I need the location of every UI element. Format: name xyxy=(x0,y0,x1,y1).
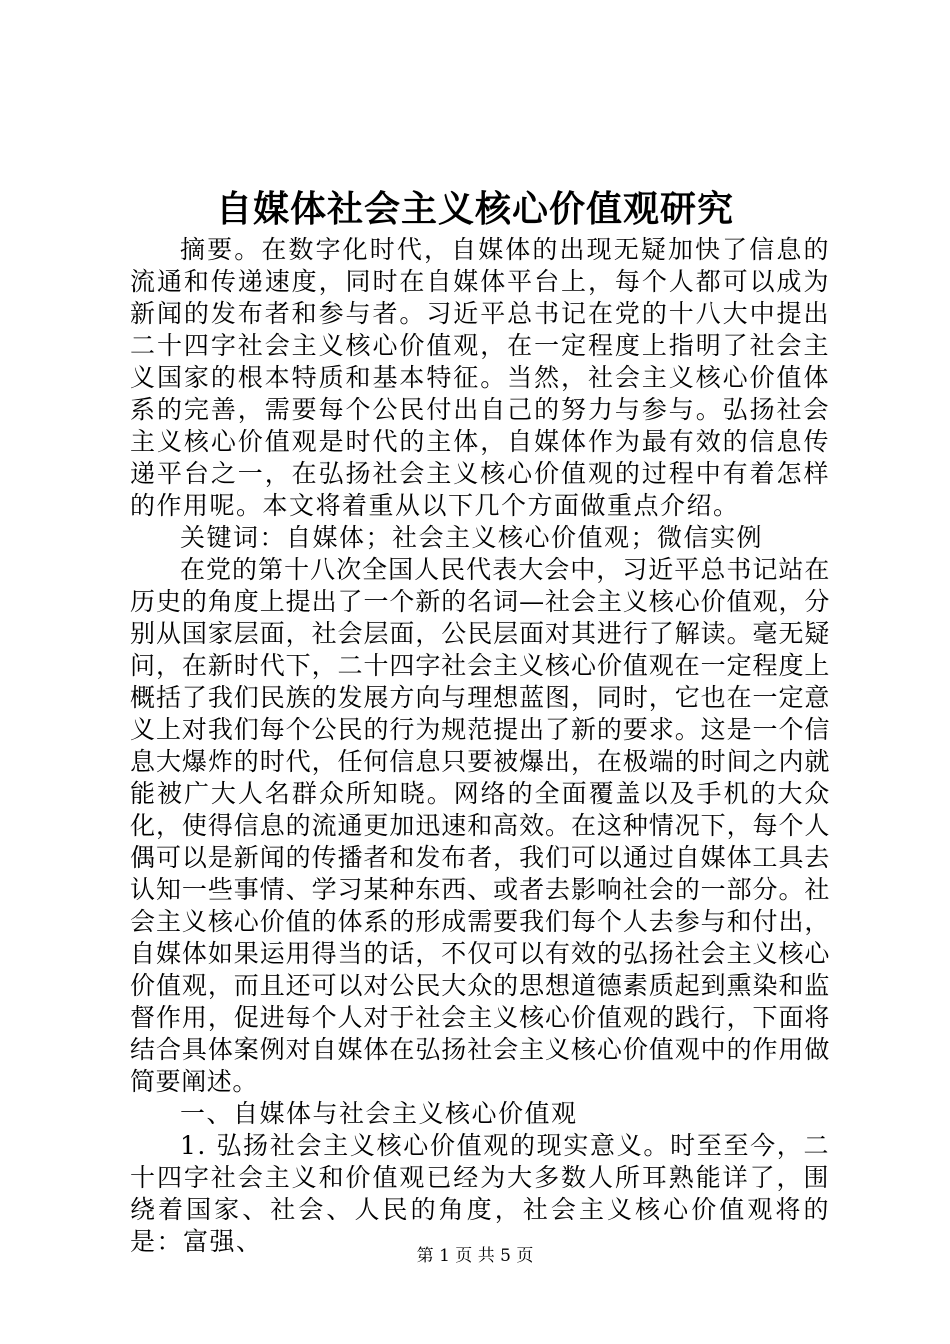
intro-paragraph: 在党的第十八次全国人民代表大会中，习近平总书记站在历史的角度上提出了一个新的名词—社会主义核心价值观，分别从国家层面，社会层面，公民层面对其进行了解读。毫无疑问，在新时代下，二十四字社会主义核心价值观在一定程度上概括了我们民族的发展方向与理想蓝图，同时，它也在一定意义上对我们每个公民的行为规范提出了新的要求。这是一个信息大爆炸的时代，任何信息只要被爆出，在极端的时间之内就能被广大人名群众所知晓。网络的全面覆盖以及手机的大众化，使得信息的流通更加迅速和高效。在这种情况下，每个人偶可以是新闻的传播者和发布者，我们可以通过自媒体工具去认知一些事情、学习某种东西、或者去影响社会的一部分。社会主义核心价值的体系的形成需要我们每个人去参与和付出，自媒体如果运用得当的话，不仅可以有效的弘扬社会主义核心价值观，而且还可以对公民大众的思想道德素质起到熏染和监督作用，促进每个人对于社会主义核心价值观的践行，下面将结合具体案例对自媒体在弘扬社会主义核心价值观中的作用做简要阐述。 xyxy=(130,555,830,1096)
section-paragraph: 1. 弘扬社会主义核心价值观的现实意义。时至至今，二十四字社会主义和价值观已经为大多数人所耳熟能详了，围绕着国家、社会、人民的角度，社会主义核心价值观将的是：富强、 xyxy=(130,1131,830,1256)
section-heading: 一、自媒体与社会主义核心价值观 xyxy=(180,1099,578,1128)
abstract-paragraph: 摘要。在数字化时代，自媒体的出现无疑加快了信息的流通和传递速度，同时在自媒体平台上，每个人都可以成为新闻的发布者和参与者。习近平总书记在党的十八大中提出二十四字社会主义核心价值观，在一定程度上指明了社会主义国家的根本特质和基本特征。当然，社会主义核心价值体系的完善，需要每个公民付出自己的努力与参与。弘扬社会主义核心价值观是时代的主体，自媒体作为最有效的信息传递平台之一，在弘扬社会主义核心价值观的过程中有着怎样的作用呢。本文将着重从以下几个方面做重点介绍。 xyxy=(130,235,830,520)
page-footer: 第 1 页 共 5 页 xyxy=(416,1246,534,1266)
keywords-paragraph: 关键词：自媒体；社会主义核心价值观；微信实例 xyxy=(180,523,764,552)
document-title: 自媒体社会主义核心价值观研究 xyxy=(215,188,734,230)
document-body xyxy=(130,234,830,1258)
